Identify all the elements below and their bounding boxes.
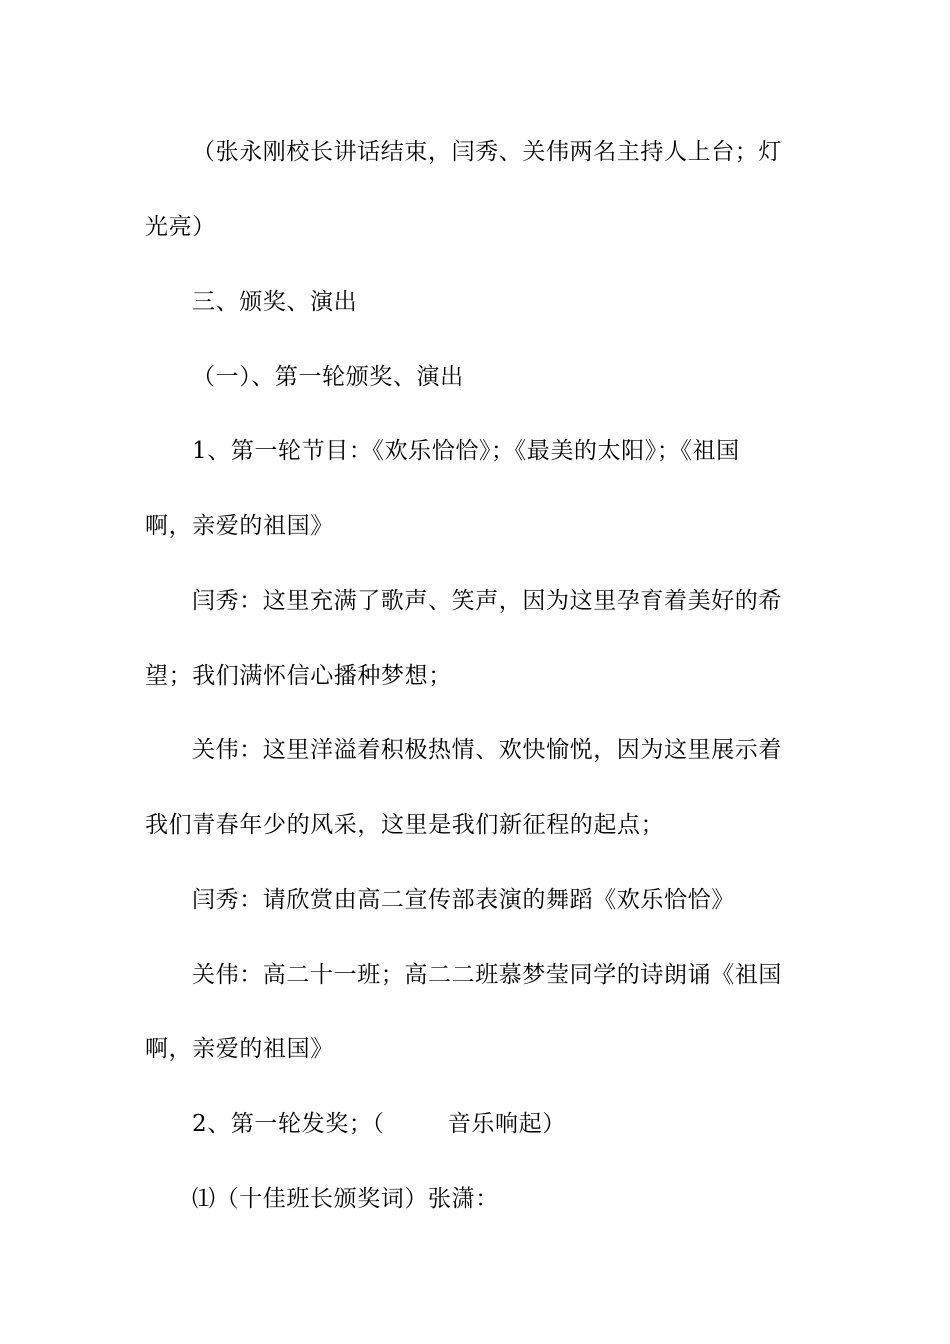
- paragraph-line: 闫秀：请欣赏由高二宣传部表演的舞蹈《欢乐恰恰》: [192, 887, 735, 913]
- subsection-heading: （一）、第一轮颁奖、演出: [192, 364, 464, 390]
- section-heading: 三、颁奖、演出: [192, 289, 358, 315]
- paragraph-line: 望；我们满怀信心播种梦想；: [145, 663, 452, 689]
- paragraph-line: ⑴（十佳班长颁奖词）张潇：: [192, 1186, 499, 1212]
- paragraph-line: 关伟：高二十一班；高二二班慕梦莹同学的诗朗诵《祖国: [192, 962, 782, 988]
- paragraph-line: 我们青春年少的风采，这里是我们新征程的起点；: [145, 812, 665, 838]
- paragraph-line: 啊，亲爱的祖国》: [145, 1036, 334, 1062]
- paragraph-line: 闫秀：这里充满了歌声、笑声，因为这里孕育着美好的希: [192, 588, 782, 614]
- paragraph-line: （张永刚校长讲话结束，闫秀、关伟两名主持人上台；灯: [192, 139, 782, 165]
- paragraph-line: 1、第一轮节目：《欢乐恰恰》；《最美的太阳》；《祖国: [192, 438, 740, 464]
- paragraph-line: 关伟：这里洋溢着积极热情、欢快愉悦，因为这里展示着: [192, 737, 782, 763]
- paragraph-line: 2、第一轮发奖；（ 音乐响起）: [192, 1111, 566, 1137]
- paragraph-line: 啊，亲爱的祖国》: [145, 513, 334, 539]
- paragraph-line: 光亮）: [145, 214, 216, 240]
